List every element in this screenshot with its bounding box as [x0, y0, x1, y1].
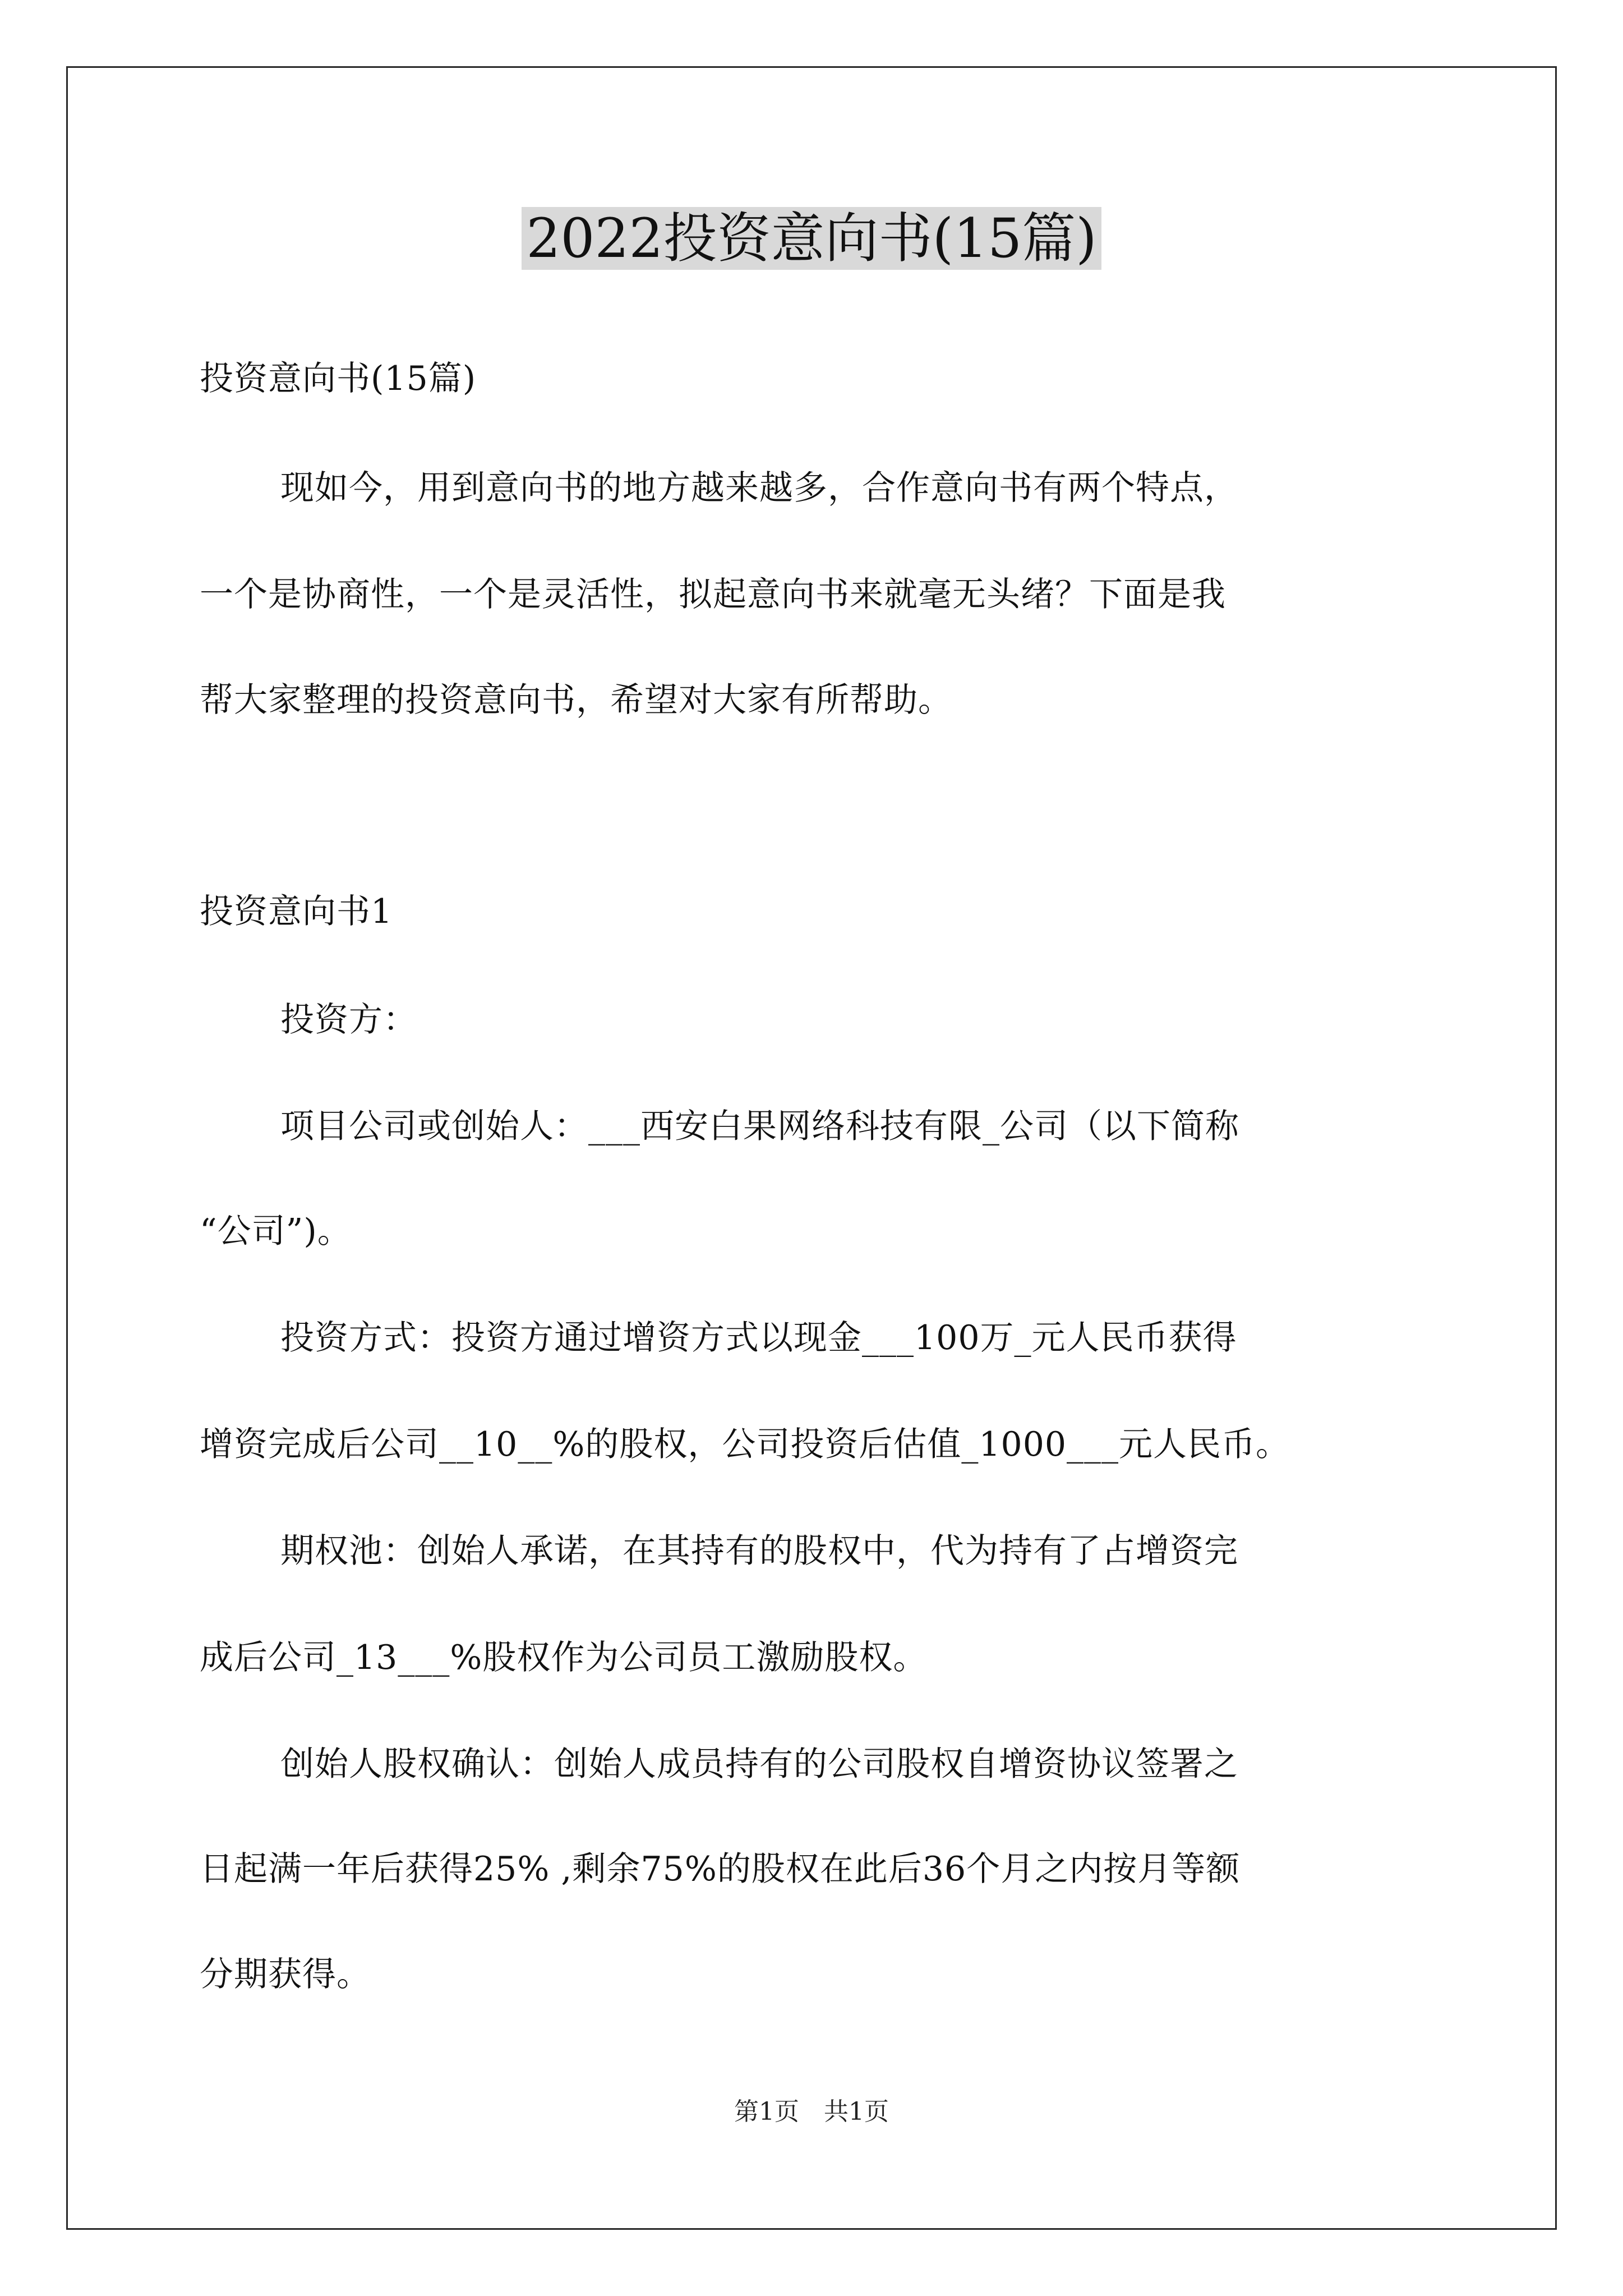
- intro-line: 帮大家整理的投资意向书，希望对大家有所帮助。: [200, 680, 952, 720]
- document-subtitle: 投资意向书(15篇): [200, 359, 477, 398]
- body-line: 投资方式：投资方通过增资方式以现金___100万_元人民币获得: [280, 1318, 1237, 1358]
- body-line: “公司”)。: [200, 1212, 352, 1251]
- intro-line: 现如今，用到意向书的地方越来越多，合作意向书有两个特点，: [280, 468, 1238, 508]
- document-title: [0, 196, 1623, 280]
- document-title-text: 2022投资意向书(15篇): [522, 207, 1101, 270]
- page-footer: 第1页 共1页: [734, 2097, 889, 2126]
- body-line: 分期获得。: [200, 1955, 371, 1994]
- body-line: 投资方：: [280, 1000, 417, 1039]
- body-line: 增资完成后公司__10__%的股权，公司投资后估值_1000___元人民币。: [200, 1425, 1290, 1464]
- body-line: 项目公司或创始人：___西安白果网络科技有限_公司（以下简称: [280, 1107, 1239, 1146]
- body-line: 成后公司_13___%股权作为公司员工激励股权。: [200, 1638, 928, 1677]
- body-line: 日起满一年后获得25% ,剩余75%的股权在此后36个月之内按月等额: [200, 1849, 1241, 1889]
- body-line: 期权池：创始人承诺，在其持有的股权中，代为持有了占增资完: [280, 1531, 1238, 1571]
- section-heading: 投资意向书1: [200, 892, 393, 931]
- body-line: 创始人股权确认：创始人成员持有的公司股权自增资协议签署之: [280, 1745, 1238, 1784]
- intro-line: 一个是协商性，一个是灵活性，拟起意向书来就毫无头绪？下面是我: [200, 575, 1226, 614]
